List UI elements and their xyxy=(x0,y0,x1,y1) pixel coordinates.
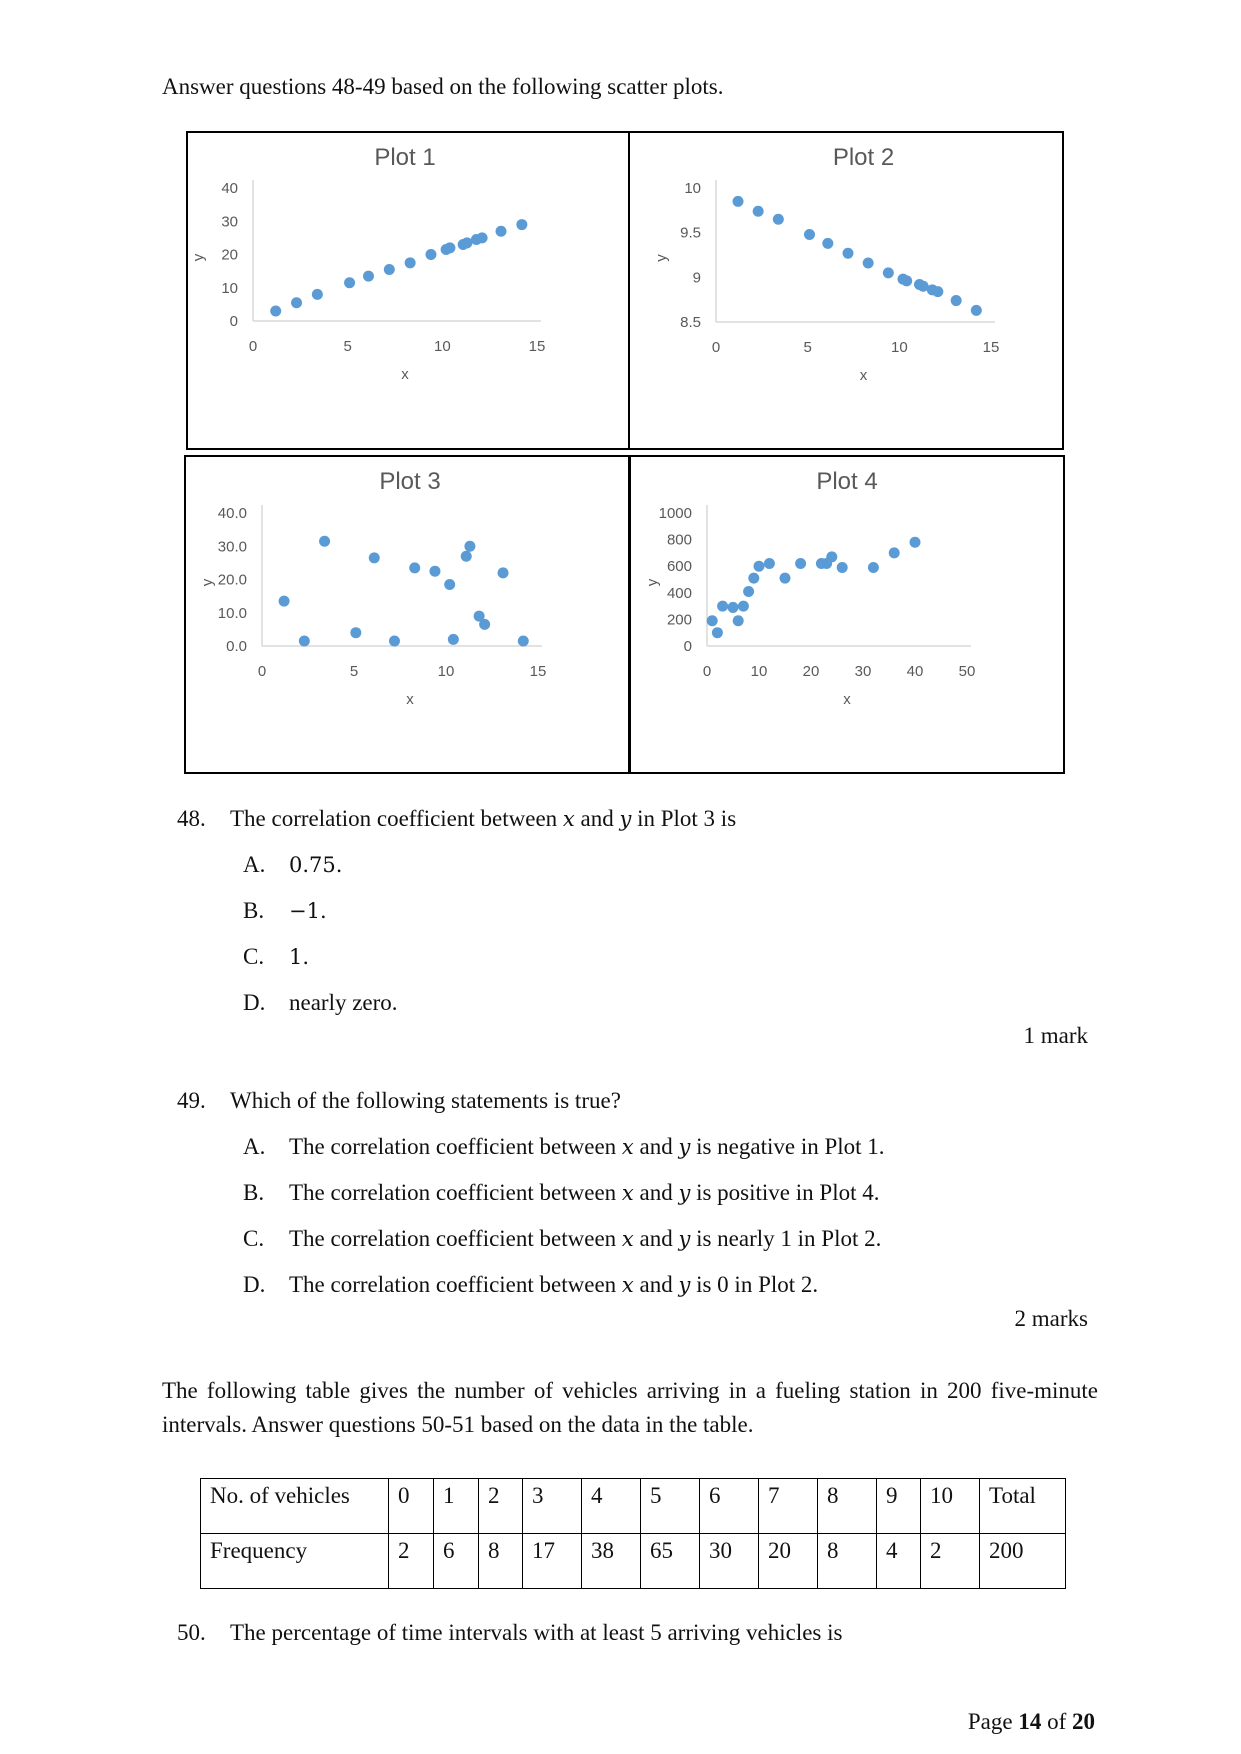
option-b-text: The correlation coefficient between x and y is positive in Plot 4. xyxy=(289,1180,880,1205)
data-point xyxy=(477,232,488,243)
page-footer: Page 14 of 20 xyxy=(967,1709,1095,1734)
data-point xyxy=(369,552,380,563)
y-tick-label: 9 xyxy=(692,269,701,287)
data-point xyxy=(717,601,728,612)
option-a-letter: A. xyxy=(243,1134,266,1159)
question-stem: The correlation coefficient between x and y in Plot 3 is xyxy=(230,806,737,831)
question-number: 49. xyxy=(177,1088,206,1113)
question-number: 48. xyxy=(177,806,206,831)
option-a-text: The correlation coefficient between x and y is negative in Plot 1. xyxy=(289,1134,885,1159)
y-tick-label: 10.0 xyxy=(217,604,247,622)
data-point xyxy=(429,566,440,577)
plot-3-chart xyxy=(186,457,628,772)
x-tick-label: 5 xyxy=(343,338,352,355)
option-a-text: 0.75. xyxy=(289,853,343,877)
data-point xyxy=(843,248,854,259)
plot-2-panel xyxy=(628,131,1064,450)
data-point xyxy=(363,271,374,282)
data-point xyxy=(753,206,764,217)
y-axis-label: y xyxy=(644,578,661,587)
x-axis-label: x xyxy=(843,691,851,708)
y-tick-label: 400 xyxy=(666,584,692,602)
data-point xyxy=(795,558,806,569)
option-c-text: 1. xyxy=(289,945,310,969)
data-point xyxy=(773,214,784,225)
option-d-letter: D. xyxy=(243,990,266,1015)
x-axis-label: x xyxy=(406,691,414,708)
table-cell: 3 xyxy=(523,1479,582,1534)
table-header-cell: No. of vehicles xyxy=(201,1479,389,1534)
data-point xyxy=(344,277,355,288)
x-tick-label: 0 xyxy=(711,339,721,356)
data-point xyxy=(319,536,330,547)
data-point xyxy=(270,306,281,317)
data-point xyxy=(889,547,900,558)
data-point xyxy=(461,551,472,562)
table-intro-paragraph: The following table gives the number of vehicles arriving in a fueling station in 200 five-minute intervals. Answer questions 50-51 based on the data in the table. xyxy=(162,1378,1098,1437)
table-cell: 2 xyxy=(389,1534,434,1589)
x-tick-label: 15 xyxy=(982,339,1000,356)
y-tick-label: 0 xyxy=(683,638,692,655)
y-tick-label: 600 xyxy=(666,558,692,576)
data-point xyxy=(498,567,509,578)
y-tick-label: 10 xyxy=(684,180,701,197)
data-point xyxy=(389,636,400,647)
table-cell: 4 xyxy=(877,1534,921,1589)
table-cell: 7 xyxy=(759,1479,818,1534)
table-cell: 9 xyxy=(877,1479,921,1534)
math-var-x: x xyxy=(562,807,575,831)
data-point xyxy=(350,627,361,638)
chart-title: Plot 3 xyxy=(379,468,441,495)
x-tick-label: 0 xyxy=(248,338,258,355)
option-d-text: nearly zero. xyxy=(289,990,398,1015)
data-point xyxy=(405,257,416,268)
table-cell: 65 xyxy=(641,1534,700,1589)
option-d-letter: D. xyxy=(243,1272,266,1297)
option-b-letter: B. xyxy=(243,1180,265,1205)
option-b-text: −1. xyxy=(289,899,327,923)
table-cell: 17 xyxy=(523,1534,582,1589)
data-point xyxy=(863,258,874,269)
option-c-letter: C. xyxy=(243,944,265,969)
data-point xyxy=(409,562,420,573)
x-tick-label: 40 xyxy=(906,663,924,680)
table-header-cell: Frequency xyxy=(201,1534,389,1589)
y-axis-label: y xyxy=(190,253,207,262)
y-axis-label: y xyxy=(653,254,670,262)
math-var-y: y xyxy=(619,807,632,831)
data-point xyxy=(712,627,723,638)
x-tick-label: 10 xyxy=(437,663,455,680)
y-tick-label: 30 xyxy=(221,213,238,231)
data-point xyxy=(738,601,749,612)
data-point xyxy=(804,229,815,240)
plot-1-panel xyxy=(186,131,630,450)
table-row xyxy=(201,1479,1066,1534)
data-point xyxy=(748,573,759,584)
x-tick-label: 20 xyxy=(802,663,820,680)
question-stem: The percentage of time intervals with at least 5 arriving vehicles is xyxy=(230,1620,843,1645)
x-tick-label: 15 xyxy=(529,663,547,680)
option-b-letter: B. xyxy=(243,898,265,923)
data-point xyxy=(444,579,455,590)
x-tick-label: 15 xyxy=(528,338,546,355)
data-point xyxy=(901,275,912,286)
data-point xyxy=(448,634,459,645)
chart-title: Plot 4 xyxy=(816,468,878,495)
data-point xyxy=(444,242,455,253)
data-point xyxy=(279,596,290,607)
data-point xyxy=(707,615,718,626)
frequency-table xyxy=(200,1478,1066,1589)
intro-text: Answer questions 48-49 based on the following scatter plots. xyxy=(162,74,724,99)
marks-label: 2 marks xyxy=(1014,1306,1088,1331)
x-tick-label: 5 xyxy=(803,339,812,356)
y-tick-label: 40.0 xyxy=(217,505,247,522)
y-tick-label: 1000 xyxy=(658,505,692,522)
data-point xyxy=(733,196,744,207)
plot-2-chart xyxy=(630,133,1062,448)
table-cell: 8 xyxy=(818,1479,877,1534)
plot-1-chart xyxy=(188,133,628,448)
y-tick-label: 40 xyxy=(221,180,238,197)
data-point xyxy=(516,219,527,230)
chart-title: Plot 2 xyxy=(832,144,895,171)
table-cell: 8 xyxy=(818,1534,877,1589)
x-tick-label: 30 xyxy=(854,663,872,680)
question-stem: Which of the following statements is true? xyxy=(230,1088,621,1113)
table-cell: 2 xyxy=(921,1534,980,1589)
x-tick-label: 10 xyxy=(433,338,451,355)
table-cell: 10 xyxy=(921,1479,980,1534)
plot-4-chart xyxy=(631,457,1063,772)
x-tick-label: 0 xyxy=(702,663,712,680)
data-point xyxy=(822,238,833,249)
x-axis-label: x xyxy=(859,367,868,384)
y-tick-label: 0 xyxy=(229,313,238,330)
option-c-letter: C. xyxy=(243,1226,265,1251)
y-axis-label: y xyxy=(199,578,216,587)
x-axis-label: x xyxy=(401,366,409,383)
data-point xyxy=(518,636,529,647)
data-point xyxy=(479,619,490,630)
data-point xyxy=(743,586,754,597)
data-point xyxy=(826,551,837,562)
data-point xyxy=(754,561,765,572)
data-point xyxy=(764,558,775,569)
page-number: 14 xyxy=(1018,1709,1042,1734)
table-row xyxy=(201,1534,1066,1589)
y-tick-label: 0.0 xyxy=(226,638,247,655)
plot-4-panel xyxy=(629,455,1065,774)
data-point xyxy=(291,297,302,308)
y-tick-label: 30.0 xyxy=(217,538,247,556)
data-point xyxy=(312,289,323,300)
y-tick-label: 800 xyxy=(666,531,692,549)
y-tick-label: 20 xyxy=(221,246,238,264)
x-tick-label: 0 xyxy=(257,663,267,680)
data-point xyxy=(910,537,921,548)
chart-title: Plot 1 xyxy=(374,144,436,171)
table-cell: 1 xyxy=(434,1479,479,1534)
table-cell: 4 xyxy=(582,1479,641,1534)
table-cell: Total xyxy=(980,1479,1066,1534)
data-point xyxy=(932,286,943,297)
plot-3-panel xyxy=(184,455,630,774)
table-cell: 20 xyxy=(759,1534,818,1589)
data-point xyxy=(496,226,507,237)
data-point xyxy=(780,573,791,584)
data-point xyxy=(728,602,739,613)
x-tick-label: 10 xyxy=(890,339,908,356)
y-tick-label: 200 xyxy=(666,611,692,629)
marks-label: 1 mark xyxy=(1023,1023,1088,1048)
data-point xyxy=(733,615,744,626)
y-tick-label: 10 xyxy=(221,279,238,297)
x-tick-label: 50 xyxy=(958,663,976,680)
data-point xyxy=(464,541,475,552)
data-point xyxy=(971,305,982,316)
table-cell: 200 xyxy=(980,1534,1066,1589)
data-point xyxy=(461,237,472,248)
table-cell: 0 xyxy=(389,1479,434,1534)
y-tick-label: 20.0 xyxy=(217,571,247,589)
y-tick-label: 9.5 xyxy=(680,224,701,242)
page-total: 20 xyxy=(1072,1709,1095,1734)
table-cell: 30 xyxy=(700,1534,759,1589)
table-cell: 38 xyxy=(582,1534,641,1589)
option-a-letter: A. xyxy=(243,852,266,877)
data-point xyxy=(299,636,310,647)
data-point xyxy=(951,295,962,306)
table-cell: 6 xyxy=(700,1479,759,1534)
data-point xyxy=(384,264,395,275)
table-cell: 5 xyxy=(641,1479,700,1534)
data-point xyxy=(868,562,879,573)
option-d-text: The correlation coefficient between x and y is 0 in Plot 2. xyxy=(289,1272,819,1297)
x-tick-label: 5 xyxy=(349,663,359,680)
question-number: 50. xyxy=(177,1620,206,1645)
option-c-text: The correlation coefficient between x and y is nearly 1 in Plot 2. xyxy=(289,1226,882,1251)
table-cell: 2 xyxy=(479,1479,523,1534)
data-point xyxy=(837,562,848,573)
data-point xyxy=(883,267,894,278)
table-cell: 8 xyxy=(479,1534,523,1589)
table-cell: 6 xyxy=(434,1534,479,1589)
x-tick-label: 10 xyxy=(750,663,768,680)
data-point xyxy=(425,249,436,260)
y-tick-label: 8.5 xyxy=(680,314,701,331)
